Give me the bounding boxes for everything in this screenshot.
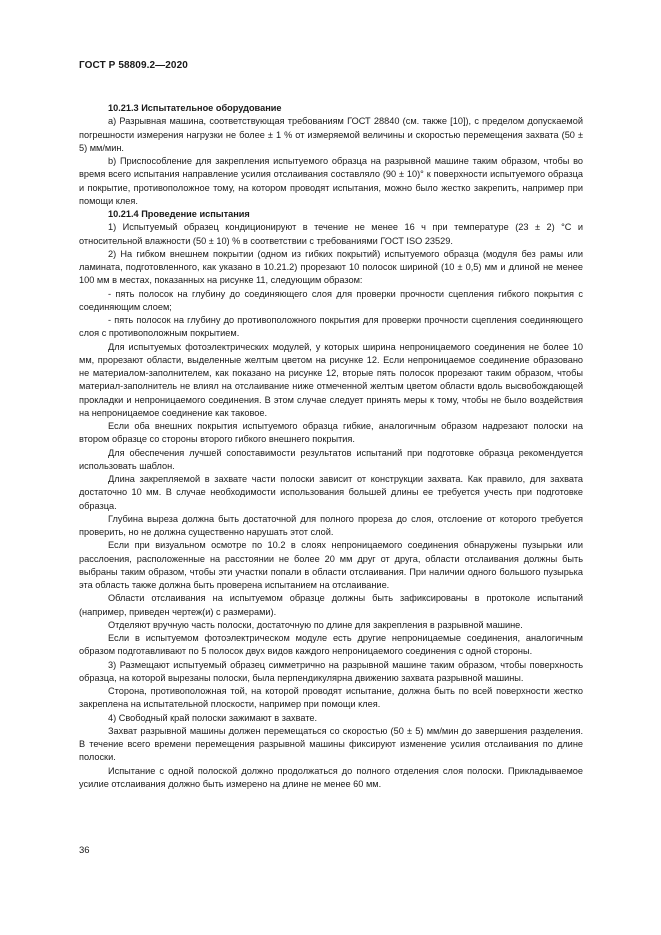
section-heading: 10.21.3 Испытательное оборудование bbox=[108, 103, 282, 113]
paragraph: Длина закрепляемой в захвате части полоски зависит от конструкции захвата. Как правило, для захвата достаточно 10 мм. В случае необходимости использования большей длины ее требуется учесть при подготовке образца. bbox=[79, 474, 583, 511]
paragraph: 2) На гибком внешнем покрытии (одном из гибких покрытий) испытуемого образца (модуля без рамы или ламината, подготовленного, как указано в 10.21.2) прорезают 10 полосок шириной (10 ± 0,5) мм и длиной не менее 100 мм в местах, показанных на рисунке 11, следующим образом: bbox=[79, 248, 583, 286]
paragraph: Захват разрывной машины должен перемещаться со скоростью (50 ± 5) мм/мин до завершения разделения. В течение всего времени перемещения разрывной машины фиксируют изменение усилия отслаивания по длине полоски. bbox=[79, 725, 583, 763]
paragraph: Глубина выреза должна быть достаточной для полного прореза до слоя, отслоение от которого требуется проверить, но не должна существенно нарушать этот слой. bbox=[79, 513, 583, 537]
paragraph: Если в испытуемом фотоэлектрическом модуле есть другие непроницаемые соединения, аналогичным образом подготавливают по 5 полосок двух видов каждого непроницаемого соединения с одной стороны. bbox=[79, 633, 583, 657]
paragraph: 4) Свободный край полоски зажимают в захвате. bbox=[108, 712, 318, 723]
paragraph: Отделяют вручную часть полоски, достаточную по длине для закрепления в разрывной машине. bbox=[108, 619, 523, 630]
paragraph: Сторона, противоположная той, на которой проводят испытание, должна быть по всей поверхности жестко закреплена на испытательной плоскости, например при помощи клея. bbox=[79, 686, 583, 710]
paragraph: Для испытуемых фотоэлектрических модулей, у которых ширина непроницаемого соединения не более 10 мм, прорезают области, выделенные желтым цветом на рисунке 12. Если непроницаемое соединение образовано не материалом-заполнителем, как показано на рисунке 12, вторые пять полосок прорезают таким образом, чтобы материал-заполнитель не влиял на отслаивание ниже отмеченной желтым цветом области вдоль высвобождающей прокладки и непроницаемого соединения. В этом случае следует принять меры к тому, чтобы не было воздействия на непроницаемое соединение как таковое. bbox=[79, 341, 583, 418]
paragraph: b) Приспособление для закрепления испытуемого образца на разрывной машине таким образом, чтобы во время всего испытания направление усилия отслаивания составляло (90 ± 10)° к поверхности испытуемого образца и покрытие, противоположное тому, на котором проводят испытания, можно было жестко закрепить, например при помощи клея. bbox=[79, 156, 583, 206]
list-item: - пять полосок на глубину до соединяющего слоя для проверки прочности сцепления гибкого покрытия с соединяющим слоем; bbox=[79, 288, 583, 312]
document-body bbox=[79, 102, 583, 791]
document-header: ГОСТ Р 58809.2—2020 bbox=[79, 60, 188, 71]
paragraph: Если оба внешних покрытия испытуемого образца гибкие, аналогичным образом надрезают полоски на втором образце со стороны второго гибкого внешнего покрытия. bbox=[79, 421, 583, 445]
paragraph: a) Разрывная машина, соответствующая требованиям ГОСТ 28840 (см. также [10]), с пределом допускаемой погрешности измерения нагрузки не более ± 1 % от измеряемой величины и скоростью перемещения захвата (50 ± 5) мм/мин. bbox=[79, 116, 583, 153]
paragraph: Области отслаивания на испытуемом образце должны быть зафиксированы в протоколе испытаний (например, приведен чертеж(и) с размерами). bbox=[79, 593, 583, 617]
paragraph: Для обеспечения лучшей сопоставимости результатов испытаний при подготовке образца рекомендуется использовать шаблон. bbox=[79, 447, 583, 471]
paragraph: 3) Размещают испытуемый образец симметрично на разрывной машине таким образом, чтобы поверхность образца, на которой вырезаны полоски, была перпендикулярна движению захвата разрывной машины. bbox=[79, 659, 583, 683]
section-heading: 10.21.4 Проведение испытания bbox=[108, 209, 250, 219]
list-item: - пять полосок на глубину до противоположного покрытия для проверки прочности сцепления соединяющего слоя с противоположным покрытием. bbox=[79, 315, 583, 339]
page-number: 36 bbox=[79, 845, 90, 856]
paragraph: 1) Испытуемый образец кондиционируют в течение не менее 16 ч при температуре (23 ± 2) °C и относительной влажности (50 ± 10) % в соответствии с требованиями ГОСТ ISO 23529. bbox=[79, 222, 583, 246]
paragraph: Испытание с одной полоской должно продолжаться до полного отделения слоя полоски. Прикладываемое усилие отслаивания должно быть измерено на длине не менее 60 мм. bbox=[79, 765, 583, 789]
paragraph: Если при визуальном осмотре по 10.2 в слоях непроницаемого соединения обнаружены пузырьки или расслоения, расположенные на расстоянии не более 20 мм друг от друга, области отслаивания должны быть выбраны таким образом, чтобы эти участки попали в области отслаивания. При наличии одного большого пузырька эта область также должна быть проверена испытанием на отслаивание. bbox=[79, 540, 583, 590]
